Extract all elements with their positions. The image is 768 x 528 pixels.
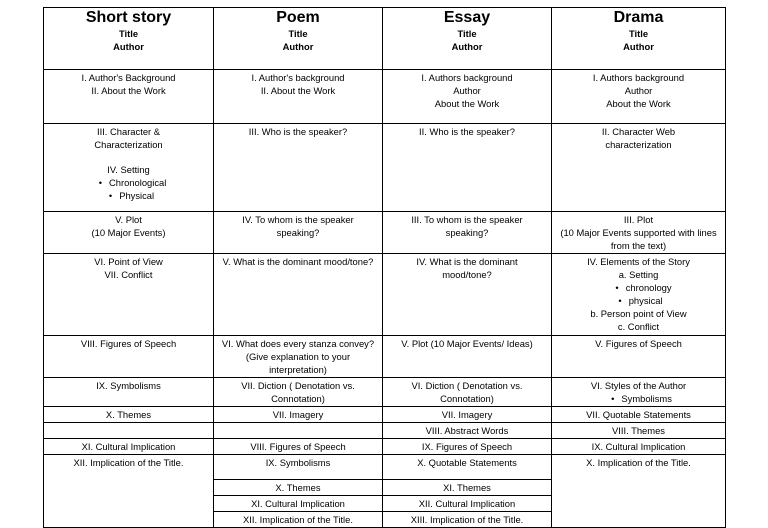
table-cell: [44, 254, 214, 336]
table-cell: [383, 439, 552, 455]
cell-line: XII. Implication of the Title.: [214, 512, 382, 528]
cell-line: from the text): [610, 240, 667, 251]
table-cell: [552, 336, 726, 378]
cell-line: X. Themes: [105, 409, 152, 420]
cell-line: I. Author's background: [251, 72, 345, 83]
cell-line: a. Setting: [618, 269, 659, 280]
table-row: [44, 423, 726, 439]
table-cell: [552, 70, 726, 124]
cell-line: VI. Styles of the Author: [590, 380, 687, 391]
bullet-item: • Symbolisms: [555, 392, 722, 405]
header-essay: [383, 8, 552, 70]
table-cell: [214, 254, 383, 336]
table-cell: [44, 212, 214, 254]
table-cell: [552, 439, 726, 455]
cell-line: XI. Themes: [383, 480, 551, 496]
header-row: [44, 8, 726, 70]
table-cell: [383, 378, 552, 407]
table-cell: [214, 124, 383, 212]
cell-line: VI. What does every stanza convey?: [221, 338, 375, 349]
author-label: Author: [113, 41, 144, 52]
cell-line: interpretation): [269, 364, 327, 375]
cell-line: XI. Cultural Implication: [214, 496, 382, 512]
cell-line: speaking?: [445, 227, 489, 238]
title-label: Title: [118, 28, 139, 39]
cell-line: About the Work: [606, 98, 671, 109]
cell-line: III. Who is the speaker?: [248, 126, 348, 137]
cell-line: I. Author's Background: [81, 72, 176, 83]
table-cell: [214, 212, 383, 254]
table-cell: [383, 336, 552, 378]
table-cell: [383, 455, 552, 528]
table-row: [44, 212, 726, 254]
header-drama: [552, 8, 726, 70]
cell-line: VII. Diction ( Denotation vs.: [241, 380, 355, 391]
table-cell: [383, 212, 552, 254]
column-name: Poem: [276, 9, 320, 26]
cell-line: XII. Implication of the Title.: [73, 457, 184, 468]
cell-line: IX. Figures of Speech: [421, 441, 513, 452]
table-row: [44, 407, 726, 423]
bullet-item: • Physical: [47, 189, 210, 202]
cell-line: V. Plot (10 Major Events/ Ideas): [401, 338, 533, 349]
header-poem: [214, 8, 383, 70]
cell-line: VIII. Themes: [612, 425, 665, 436]
cell-line: VIII. Figures of Speech: [80, 338, 177, 349]
table-cell: [44, 439, 214, 455]
literary-analysis-table: [43, 7, 726, 528]
table-cell: [214, 378, 383, 407]
cell-line: II. Who is the speaker?: [419, 126, 515, 137]
table-cell: [214, 423, 383, 439]
cell-line: About the Work: [434, 98, 500, 109]
cell-line: characterization: [605, 139, 672, 150]
bullet-item: • Chronological: [47, 176, 210, 189]
bullet-item: • physical: [555, 294, 722, 307]
cell-line: IX. Symbolisms: [96, 380, 161, 391]
cell-line: VI. Point of View: [94, 256, 163, 267]
table-cell: [214, 439, 383, 455]
cell-line: VII. Imagery: [272, 409, 324, 420]
cell-line: III. Plot: [623, 214, 654, 225]
bullet-item: • chronology: [555, 281, 722, 294]
cell-line: I. Authors background: [421, 72, 513, 83]
author-label: Author: [451, 41, 483, 52]
cell-line: VII. Conflict: [104, 269, 153, 280]
cell-line: IV. What is the dominant: [416, 256, 518, 267]
table-cell: [214, 407, 383, 423]
cell-line: I. Authors background: [592, 72, 685, 83]
table-cell: [552, 124, 726, 212]
table-cell: [383, 70, 552, 124]
table-row: [44, 254, 726, 336]
table-cell: [44, 423, 214, 439]
cell-line: VI. Diction ( Denotation vs.: [411, 380, 523, 391]
table-cell: [552, 407, 726, 423]
column-name: Essay: [443, 9, 491, 26]
table-cell: [44, 378, 214, 407]
table-row: [44, 70, 726, 124]
table-cell: [552, 254, 726, 336]
column-name: Short story: [85, 9, 172, 26]
table-cell: [383, 407, 552, 423]
table-cell: [552, 455, 726, 528]
cell-line: II. Character Web: [601, 126, 676, 137]
cell-line: c. Conflict: [617, 321, 660, 332]
table-cell: [383, 254, 552, 336]
table-row: [44, 378, 726, 407]
cell-line: XII. Cultural Implication: [383, 496, 551, 512]
table-cell: [552, 212, 726, 254]
table-cell: [44, 124, 214, 212]
cell-line: IV. Setting: [107, 164, 150, 175]
cell-line: II. About the Work: [260, 85, 336, 96]
cell-line: Characterization: [94, 139, 163, 150]
table-cell: [44, 336, 214, 378]
cell-line: V. Plot: [115, 214, 142, 225]
cell-line: IV. Elements of the Story: [587, 256, 690, 267]
column-name: Drama: [613, 9, 664, 26]
cell-line: VIII. Figures of Speech: [250, 441, 346, 452]
cell-line: IV. To whom is the speaker: [242, 214, 354, 225]
cell-line: VIII. Abstract Words: [425, 425, 509, 436]
table-cell: [214, 455, 383, 528]
cell-line: Author: [624, 85, 653, 96]
table-cell: [552, 378, 726, 407]
table-row: [44, 336, 726, 378]
cell-line: VII. Imagery: [441, 409, 493, 420]
cell-line: Connotation): [271, 393, 325, 404]
cell-line: V. What is the dominant mood/tone?: [222, 256, 374, 267]
cell-line: speaking?: [276, 227, 320, 238]
sub-list: [383, 455, 551, 527]
table-cell: [214, 336, 383, 378]
cell-line: IX. Cultural Implication: [591, 441, 686, 452]
cell-line: XIII. Implication of the Title.: [383, 512, 551, 528]
table-cell: [383, 124, 552, 212]
table-row: [44, 439, 726, 455]
table-cell: [214, 70, 383, 124]
table-cell: [552, 423, 726, 439]
title-label: Title: [457, 28, 477, 39]
table-cell: [44, 407, 214, 423]
author-label: Author: [623, 41, 654, 52]
table-row: [44, 124, 726, 212]
cell-line: X. Quotable Statements: [417, 457, 517, 468]
cell-line: III. Character &: [96, 126, 161, 137]
table-cell: [44, 455, 214, 528]
cell-line: X. Themes: [214, 480, 382, 496]
table-row: [44, 455, 726, 528]
table-cell: [44, 70, 214, 124]
cell-line: Connotation): [440, 393, 494, 404]
cell-line: III. To whom is the speaker: [411, 214, 523, 225]
cell-line: mood/tone?: [442, 269, 492, 280]
cell-line: (Give explanation to your: [245, 351, 351, 362]
cell-line: IX. Symbolisms: [265, 457, 331, 468]
cell-line: (10 Major Events): [91, 227, 166, 238]
cell-line: X. Implication of the Title.: [586, 457, 691, 468]
cell-line: VII. Quotable Statements: [586, 409, 691, 420]
title-label: Title: [288, 28, 308, 39]
sub-list: [214, 455, 382, 527]
header-short-story: [44, 8, 214, 70]
cell-line: XI. Cultural Implication: [81, 441, 176, 452]
cell-line: V. Figures of Speech: [595, 338, 682, 349]
author-label: Author: [282, 41, 314, 52]
cell-line: Author: [453, 85, 481, 96]
cell-line: (10 Major Events supported with lines: [560, 227, 717, 238]
title-label: Title: [628, 28, 649, 39]
table-cell: [383, 423, 552, 439]
cell-line: b. Person point of View: [590, 308, 687, 319]
cell-line: II. About the Work: [91, 85, 166, 96]
